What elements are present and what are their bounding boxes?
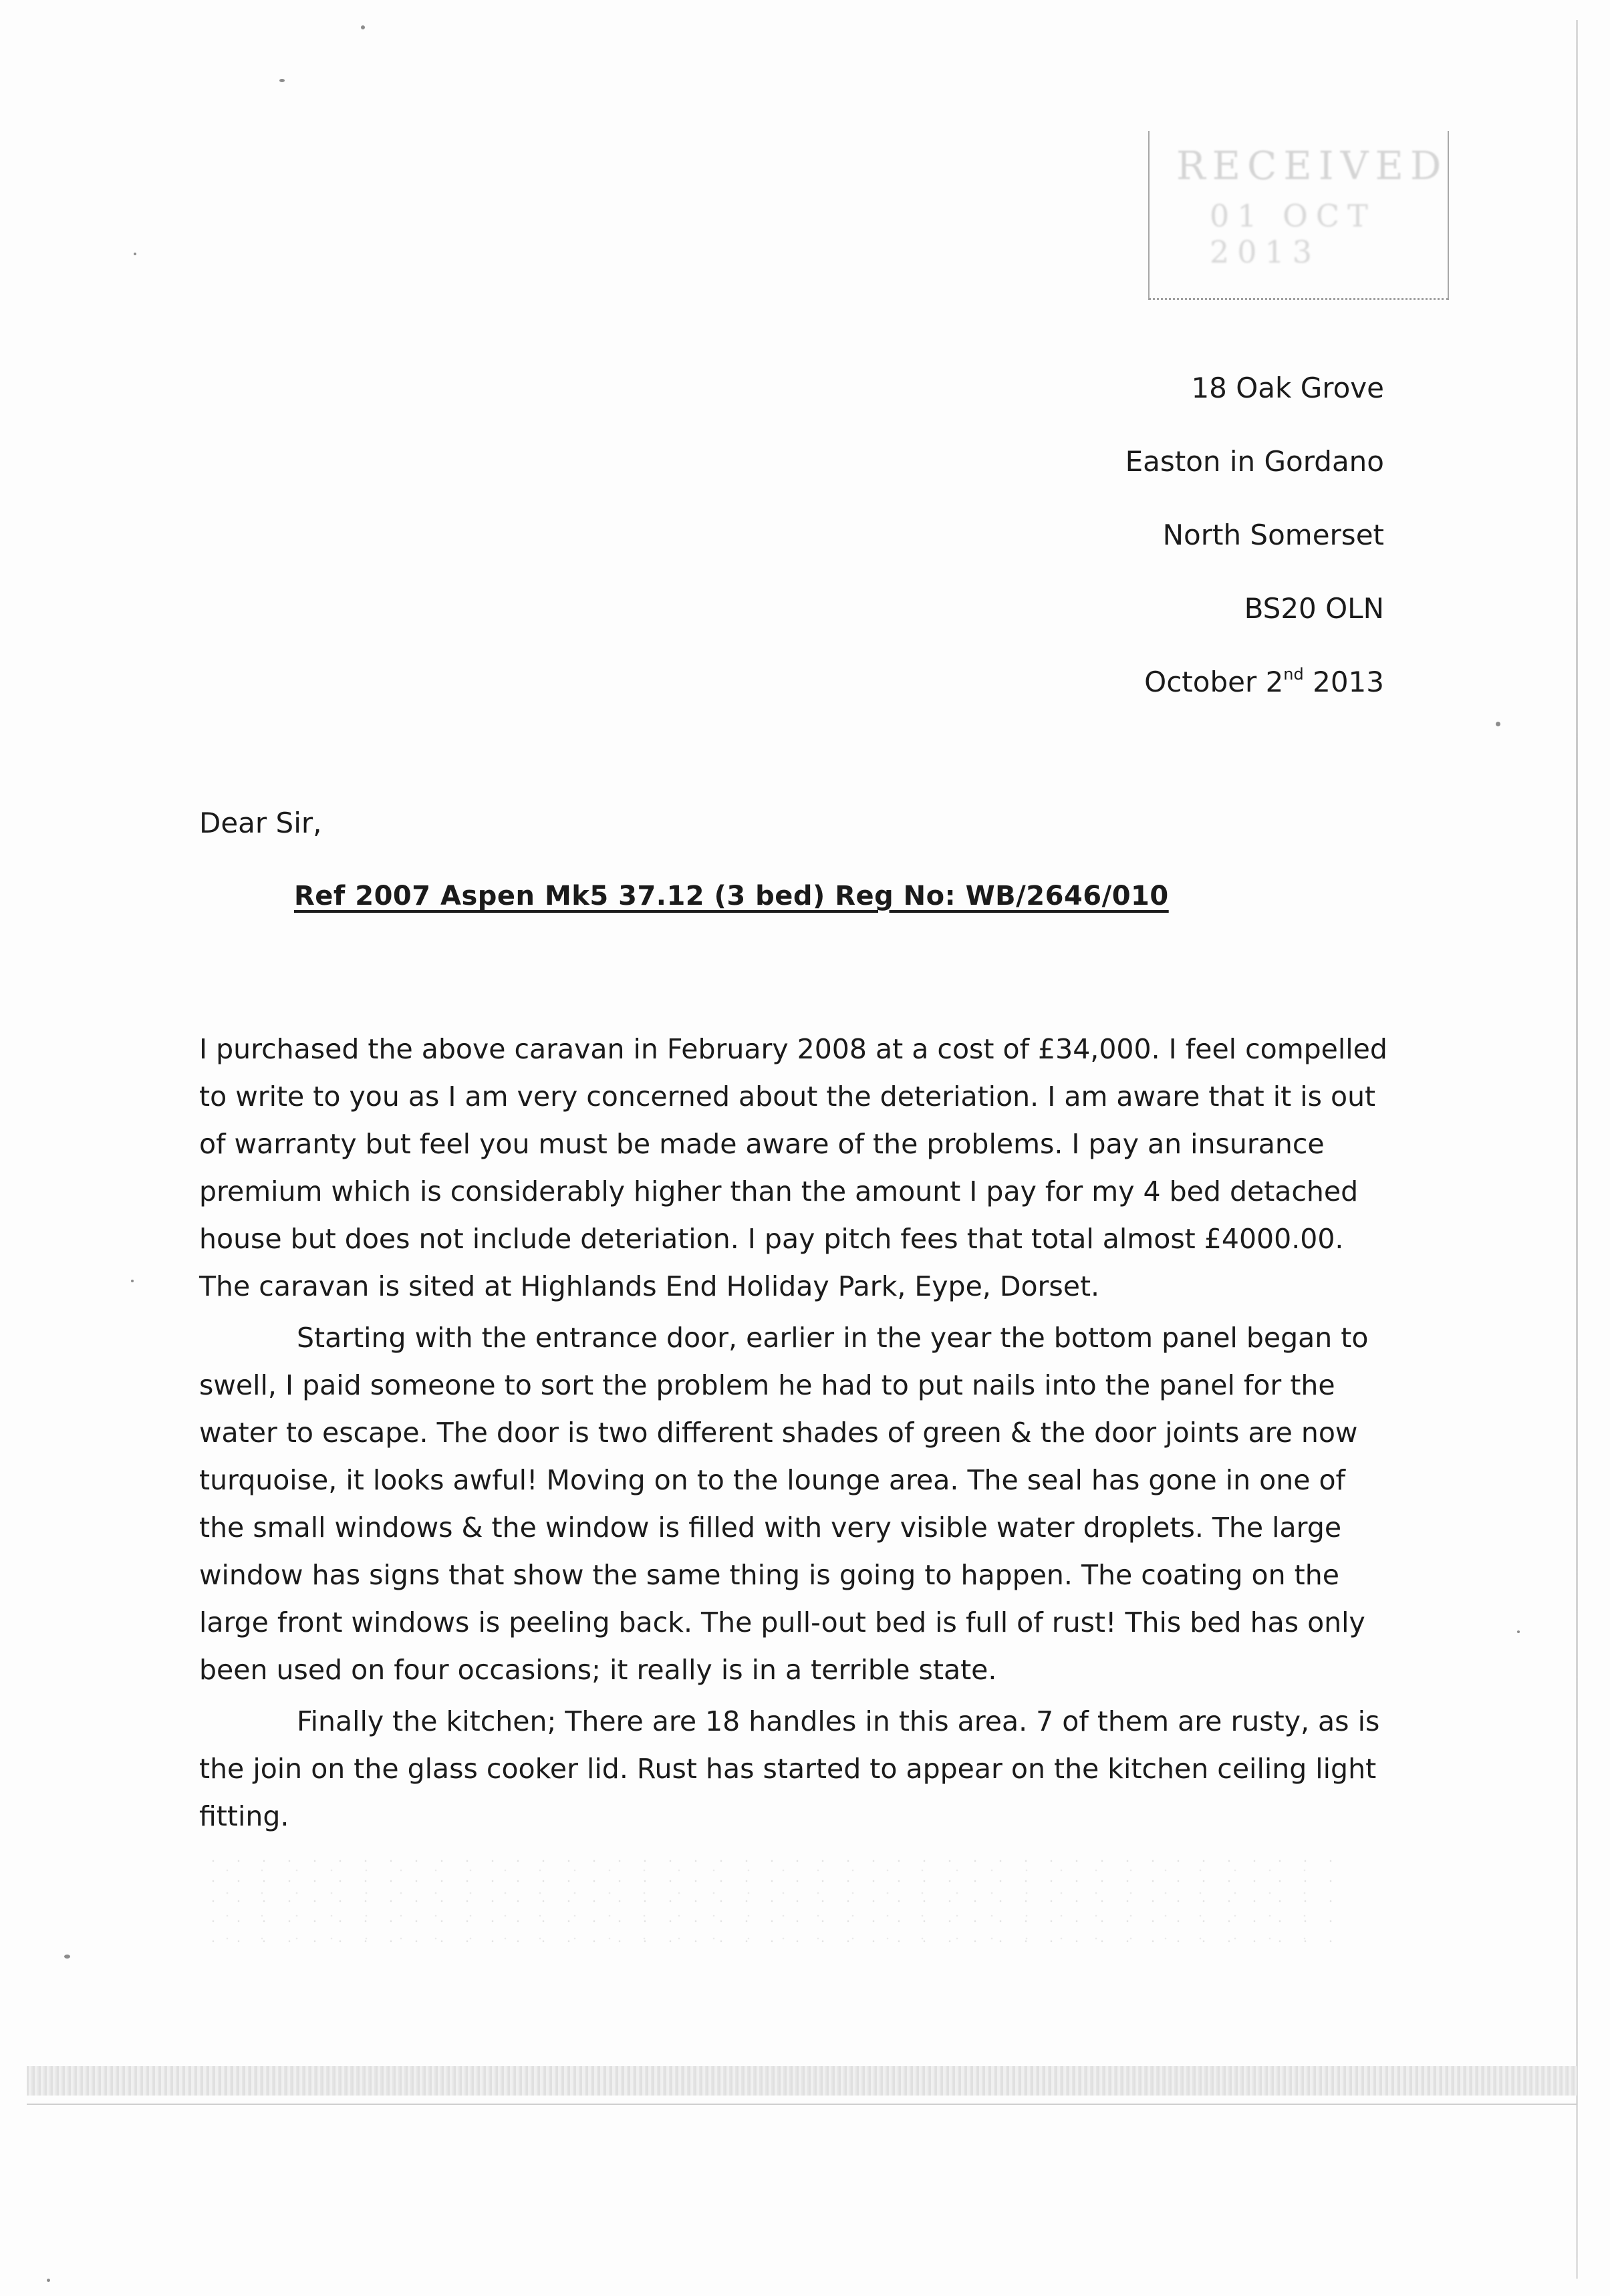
scan-speck	[361, 25, 365, 29]
scan-speck	[64, 1955, 70, 1959]
letter-date	[1125, 660, 1384, 734]
body-paragraph-purchase: I purchased the above caravan in February 2008 at a cost of £34,000. I feel compelled to write to you as I am very concerned about the deteriation. I am aware that it is out of warranty but feel you must be made aware of the problems. I pay an insurance premium which is considerably higher than the amount I pay for my 4 bed detached house but does not include deteriation. I pay pitch fees that total almost £4000.00. The caravan is sited at Highlands End Holiday Park, Eype, Dorset.	[199, 1033, 1387, 1302]
body-paragraph-door-lounge: Starting with the entrance door, earlier in the year the bottom panel began to swell, I paid someone to sort the problem he had to put nails into the panel for the water to escape. The door is two different shades of green & the door joints are now turquoise, it looks awful! Moving on to the lounge area. The seal has gone in one of the small windows & the window is filled with very visible water droplets. The large window has signs that show the same thing is going to happen. The coating on the large front windows is peeling back. The pull-out bed is full of rust! This bed has only been used on four occasions; it really is in a terrible state.	[199, 1322, 1369, 1686]
scan-artifact-line	[27, 2104, 1577, 2105]
scan-speck	[1517, 1630, 1520, 1633]
letter-body	[199, 1026, 1389, 1844]
reference-line: Ref 2007 Aspen Mk5 37.12 (3 bed) Reg No: WB/2646/010	[294, 881, 1169, 911]
letter-date-prefix: October 2	[1144, 666, 1284, 698]
scan-speck	[47, 2279, 50, 2282]
address-county: North Somerset	[1162, 519, 1384, 551]
scan-speck	[1496, 722, 1500, 726]
body-paragraph-kitchen: Finally the kitchen; There are 18 handles in this area. 7 of them are rusty, as is the join on the glass cooker lid. Rust has started to appear on the kitchen ceiling light fitting.	[199, 1705, 1380, 1832]
bleed-through-marks	[200, 1851, 1337, 1945]
scan-speck	[279, 79, 285, 82]
scan-speck	[131, 1280, 134, 1282]
letter-date-year: 2013	[1303, 666, 1384, 698]
scan-edge-shadow	[1576, 20, 1578, 2279]
address-street: 18 Oak Grove	[1191, 372, 1384, 404]
scan-speck	[134, 253, 136, 255]
scan-artifact-band	[27, 2066, 1577, 2096]
received-stamp-word: RECEIVED	[1176, 143, 1448, 188]
letter-date-ordinal: nd	[1283, 665, 1304, 684]
received-stamp-date: 01 OCT 2013	[1210, 198, 1376, 270]
received-stamp	[1148, 131, 1449, 300]
salutation: Dear Sir,	[199, 807, 322, 839]
address-town: Easton in Gordano	[1125, 445, 1384, 478]
sender-address	[1125, 366, 1384, 734]
address-postcode: BS20 OLN	[1244, 592, 1384, 625]
